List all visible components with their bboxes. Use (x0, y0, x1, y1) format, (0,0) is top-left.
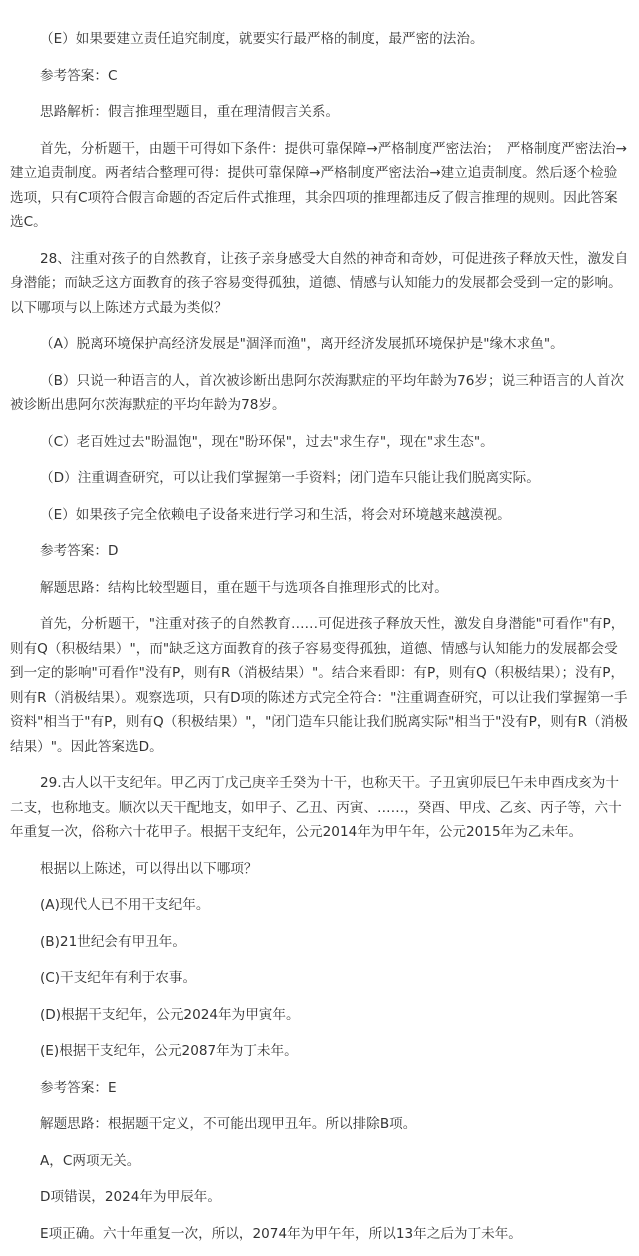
q27-answer: 参考答案：C (40, 67, 118, 84)
q29-analysis-2: A，C两项无关。 (40, 1152, 141, 1169)
q29-stem: 29.古人以干支纪年。甲乙丙丁戊己庚辛壬癸为十干，也称天干。子丑寅卯辰巳午未申酉戌亥为十二支，也称地支。顺次以天干配地支，如甲子、乙丑、丙寅、……，癸酉、甲戌、乙亥、丙子等，六十年重复一次，俗称六十花甲子。根据干支纪年，公元2014年为甲午年，公元2015年为乙未年。 (10, 775, 622, 840)
q28-option-a: （A）脱离环境保护高经济发展是"涸泽而渔"，离开经济发展抓环境保护是"缘木求鱼"。 (40, 336, 564, 352)
q27-analysis-title: 思路解析：假言推理型题目，重在理清假言关系。 (40, 104, 340, 120)
q29-option-e: (E)根据干支纪年，公元2087年为丁未年。 (40, 1043, 298, 1059)
q28-option-b: （B）只说一种语言的人，首次被诊断出患阿尔茨海默症的平均年龄为76岁；说三种语言的人首次被诊断出患阿尔茨海默症的平均年龄为78岁。 (10, 372, 624, 413)
q27-option-e: （E）如果要建立责任追究制度，就要实行最严格的制度，最严密的法治。 (40, 31, 484, 47)
q28-option-e: （E）如果孩子完全依赖电子设备来进行学习和生活，将会对环境越来越漠视。 (40, 506, 511, 523)
q29-option-d: (D)根据干支纪年，公元2024年为甲寅年。 (40, 1006, 300, 1023)
q29-answer: 参考答案：E (40, 1079, 117, 1096)
q28-option-c: （C）老百姓过去"盼温饱"，现在"盼环保"，过去"求生存"，现在"求生态"。 (40, 433, 494, 450)
q28-stem: 28、注重对孩子的自然教育，让孩子亲身感受大自然的神奇和奇妙，可促进孩子释放天性，激发自身潜能；而缺乏这方面教育的孩子容易变得孤独，道德、情感与认知能力的发展都会受到一定的影响。以下哪项与以上陈述方式最为类似？ (10, 250, 629, 316)
q28-option-d: （D）注重调查研究，可以让我们掌握第一手资料；闭门造车只能让我们脱离实际。 (40, 470, 540, 486)
q29-analysis-4: E项正确。六十年重复一次，所以，2074年为甲午年，所以13年之后为丁未年。 (40, 1225, 522, 1242)
q28-answer: 参考答案：D (40, 543, 119, 559)
q29-option-a: (A)现代人已不用干支纪年。 (40, 897, 210, 913)
q29-option-b: (B)21世纪会有甲丑年。 (40, 933, 186, 950)
q27-analysis-body: 首先，分析题干，由题干可得如下条件：提供可靠保障→严格制度严密法治； 严格制度严密法治→建立追责制度。两者结合整理可得：提供可靠保障→严格制度严密法治→建立追责制度。然后逐个检验选项，只有C项符合假言命题的否定后件式推理，其余四项的推理都违反了假言推理的规则。因此答案选C。 (10, 140, 627, 230)
q29-question: 根据以上陈述，可以得出以下哪项？ (40, 860, 258, 877)
q29-option-c: (C)干支纪年有利于农事。 (40, 970, 197, 986)
q28-analysis-title: 解题思路：结构比较型题目，重在题干与选项各自推理形式的比对。 (40, 579, 448, 596)
q29-analysis-3: D项错误，2024年为甲辰年。 (40, 1189, 221, 1205)
q28-analysis-body: 首先，分析题干，"注重对孩子的自然教育……可促进孩子释放天性，激发自身潜能"可看作"有P，则有Q（积极结果）"，而"缺乏这方面教育的孩子容易变得孤独，道德、情感与认知能力的发展都会受到一定的影响"可看作"没有P，则有R（消极结果）"。结合来看即：有P，则有Q（积极结果）；没有P，则有R（消极结果）。观察选项，只有D项的陈述方式完全符合："注重调查研究，可以让我们掌握第一手资料"相当于"有P，则有Q（积极结果）"，"闭门造车只能让我们脱离实际"相当于"没有P，则有R（消极结果）"。因此答案选D。 (10, 616, 628, 755)
q29-analysis-1: 解题思路：根据题干定义，不可能出现甲丑年。所以排除B项。 (40, 1116, 417, 1132)
